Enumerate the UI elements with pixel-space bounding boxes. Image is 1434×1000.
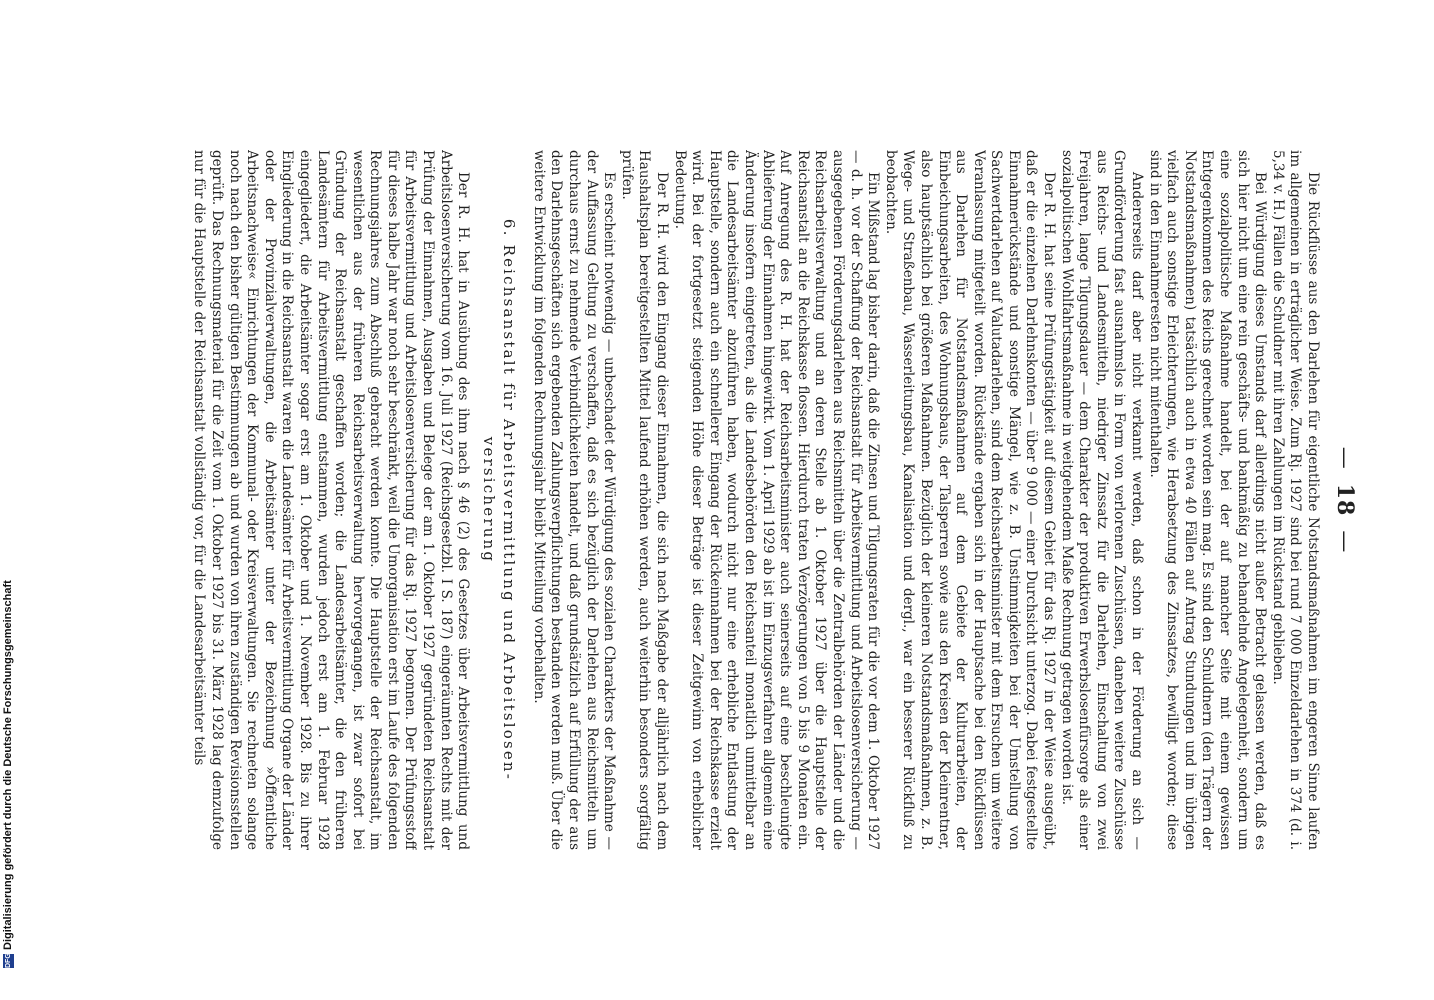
- header-dash-right: —: [1332, 530, 1357, 554]
- page-header: [1329, 150, 1360, 850]
- scanned-page: [140, 150, 1360, 850]
- paragraph: Der R. H. wird den Eingang dieser Einnahmen, die sich nach Maßgabe der alljährlich nach dem Haushaltsplan bereitgestellten Mittel laufend erhöhen werden, auch weiterhin besonders sorgfältig prüfen.: [618, 150, 671, 850]
- digitization-note-text: Digitalisierung gefördert durch die Deutsche Forschungsgemeinschaft: [2, 580, 14, 950]
- paragraph: Andererseits darf aber nicht verkannt werden, daß schon in der Förderung an sich — Grundförderung fast ausnahmslos in Form von verlorenen Zuschüssen, daneben weitere Zuschüsse aus Reichs- und Landesmitteln, niedriger Zinssatz für die Darlehen, Einschaltung von zwei Freijahren, lange Tilgungsdauer — dem Charakter der produktiven Erwerbslosenfürsorge als einer sozialpolitischen Wohlfahrtsmaßnahme in weitgehendem Maße Rechnung getragen worden ist.: [1058, 150, 1146, 850]
- paragraph: Die Rückflüsse aus den Darlehen für eigentliche Notstandsmaßnahmen im engeren Sinne laufen im allgemeinen in erträglicher Weise. Zum Rj. 1927 sind bei rund 7 000 Einzeldarlehen in 374 (d. i. 5,34 v. H.) Fällen die Schuldner mit ihren Zahlungen im Rückstand geblieben.: [1269, 150, 1321, 850]
- dfg-logo: DFG: [4, 953, 12, 968]
- header-dash-left: —: [1332, 446, 1357, 470]
- section-heading-line: 6. Reichsanstalt für Arbeitsvermittlung und Arbeitslosen-: [500, 218, 519, 782]
- section-heading-line: versicherung: [480, 436, 499, 564]
- digitization-note: [0, 168, 16, 968]
- paragraph: Der R. H. hat in Ausübung des ihm nach § 46 (2) des Gesetzes über Arbeitsvermittlung und Arbeitslosenversicherung vom 16. Juli 1927 (Reichsgesetzbl. I S. 187) eingeräumten Rechts mit der Prüfung der Einnahmen, Ausgaben und Belege der am 1. Oktober 1927 gegründeten Reichsanstalt für Arbeitsvermittlung und Arbeitslosenversicherung für das Rj. 1927 begonnen. Der Prüfungsstoff für dieses halbe Jahr war noch sehr beschränkt, weil die Umorganisation erst im Laufe des folgenden Rechnungsjahres zum Abschluß gebracht werden konnte. Die Hauptstelle der Reichsanstalt, im wesentlichen aus der früheren Reichsarbeitsverwaltung hervorgegangen, ist zwar sofort bei Gründung der Reichsanstalt geschaffen worden; die Landesarbeitsämter, die den früheren Landesämtern für Arbeitsvermittlung entstammen, wurden jedoch erst am 1. Februar 1928 eingegliedert, die Arbeitsämter sogar erst am 1. Oktober und 1. November 1928. Bis zu ihrer Eingliederung in die Reichsanstalt waren die Landesämter für Arbeitsvermittlung Organe der Länder oder der Provinzialverwaltungen, die Arbeitsämter unter der Bezeichnung »Öffentliche Arbeitsnachweise« Einrichtungen der Kommunal- oder Kreisverwaltungen. Sie rechneten solange noch nach den bisher gültigen Bestimmungen ab und wurden von ihren zuständigen Revisionsstellen geprüft. Das Rechnungsmaterial für die Zeit vom 1. Oktober 1927 bis 31. März 1928 lag demzufolge nur für die Hauptstelle der Reichsanstalt vollständig vor, für die Landesarbeitsämter teils: [191, 150, 472, 850]
- page-number: 18: [1332, 483, 1358, 517]
- page-content: [140, 150, 1360, 850]
- section-heading: [479, 150, 519, 850]
- paragraph: Es erscheint notwendig — unbeschadet der Würdigung des sozialen Charakters der Maßnahme — der Auffassung Geltung zu verschaffen, daß es sich bezüglich der Darlehen aus Reichsmitteln um durchaus ernst zu nehmende Verbindlichkeiten handelt, und daß grundsätzlich auf Erfüllung der aus den Darlehnsgeschäften sich ergebenden Zahlungsverpflichtungen bestanden werden muß. Über die weitere Entwicklung im folgenden Rechnungsjahr bleibt Mitteilung vorbehalten.: [530, 150, 618, 850]
- paragraph: Bei Würdigung dieses Umstands darf allerdings nicht außer Betracht gelassen werden, daß es sich hier nicht um eine rein geschäfts- und bankmäßig zu behandelnde Angelegenheit, sondern um eine sozialpolitische Maßnahme handelt, bei der auf mancher Seite mit einem gewissen Entgegenkommen des Reichs gerechnet worden sein mag. Es sind den Schuldnern (den Trägern der Notstandsmaßnahmen) tatsächlich auch in etwa 40 Fällen auf Antrag Stundungen und im übrigen vielfach auch sonstige Erleichterungen, wie Herabsetzung des Zinssatzes, bewilligt worden; diese sind in den Einnahmeresten nicht mitenthalten.: [1146, 150, 1269, 850]
- paragraph: Ein Mißstand lag bisher darin, daß die Zinsen und Tilgungsraten für die vor dem 1. Oktober 1927 — d. h. vor der Schaffung der Reichsanstalt für Arbeitsvermittlung und Arbeitslosenversicherung — ausgegebenen Förderungsdarlehen aus Reichsmitteln über die Zentralbehörden der Länder und die Reichsarbeitsverwaltung und an deren Stelle ab 1. Oktober 1927 über die Hauptstelle der Reichsanstalt an die Reichskasse flossen. Hierdurch traten Verzögerungen von 5 bis 9 Monaten ein. Auf Anregung des R. H. hat der Reichsarbeitsminister auch seinerseits auf eine beschleunigte Ablieferung der Einnahmen hingewirkt. Vom 1. April 1929 ab ist im Einzugsverfahren allgemein eine Änderung insofern eingetreten, als die Landesbehörden den Reichsanteil monatlich unmittelbar an die Landesarbeitsämter abzuführen haben, wodurch nicht nur eine erhebliche Entlastung der Hauptstelle, sondern auch ein schnellerer Eingang der Rückeinnahmen bei der Reichskasse erzielt wird. Bei der fortgesetzt steigenden Höhe dieser Beträge ist dieser Zeitgewinn von erheblicher Bedeutung.: [671, 150, 882, 850]
- paragraph: Der R. H. hat seine Prüfungstätigkeit auf diesem Gebiet für das Rj. 1927 in der Weise ausgeübt, daß er die einzelnen Darlehnskonten — über 9 000 — einer Durchsicht unterzog. Dabei festgestellte Einnahmerückstände und sonstige Mängel, wie z. B. Unstimmigkeiten bei der Umstellung von Sachwertdarlehen auf Valutadarlehen, sind dem Reichsarbeitsminister mit dem Ersuchen um weitere Veranlassung mitgeteilt worden. Rückstände ergaben sich in der Hauptsache bei den Rückflüssen aus Darlehen für Notstandsmaßnahmen auf dem Gebiete der Kulturarbeiten, der Einbeichungsarbeiten, des Wohnungsbaus, der Talsperren sowie aus den Kreisen der Kleinrentner, also hauptsächlich bei größeren Maßnahmen. Bezüglich der kleineren Notstandsmaßnahmen, z. B. Wege- und Straßenbau, Wasserleitungsbau, Kanalisation und dergl., war ein besserer Rückfluß zu beobachten.: [882, 150, 1058, 850]
